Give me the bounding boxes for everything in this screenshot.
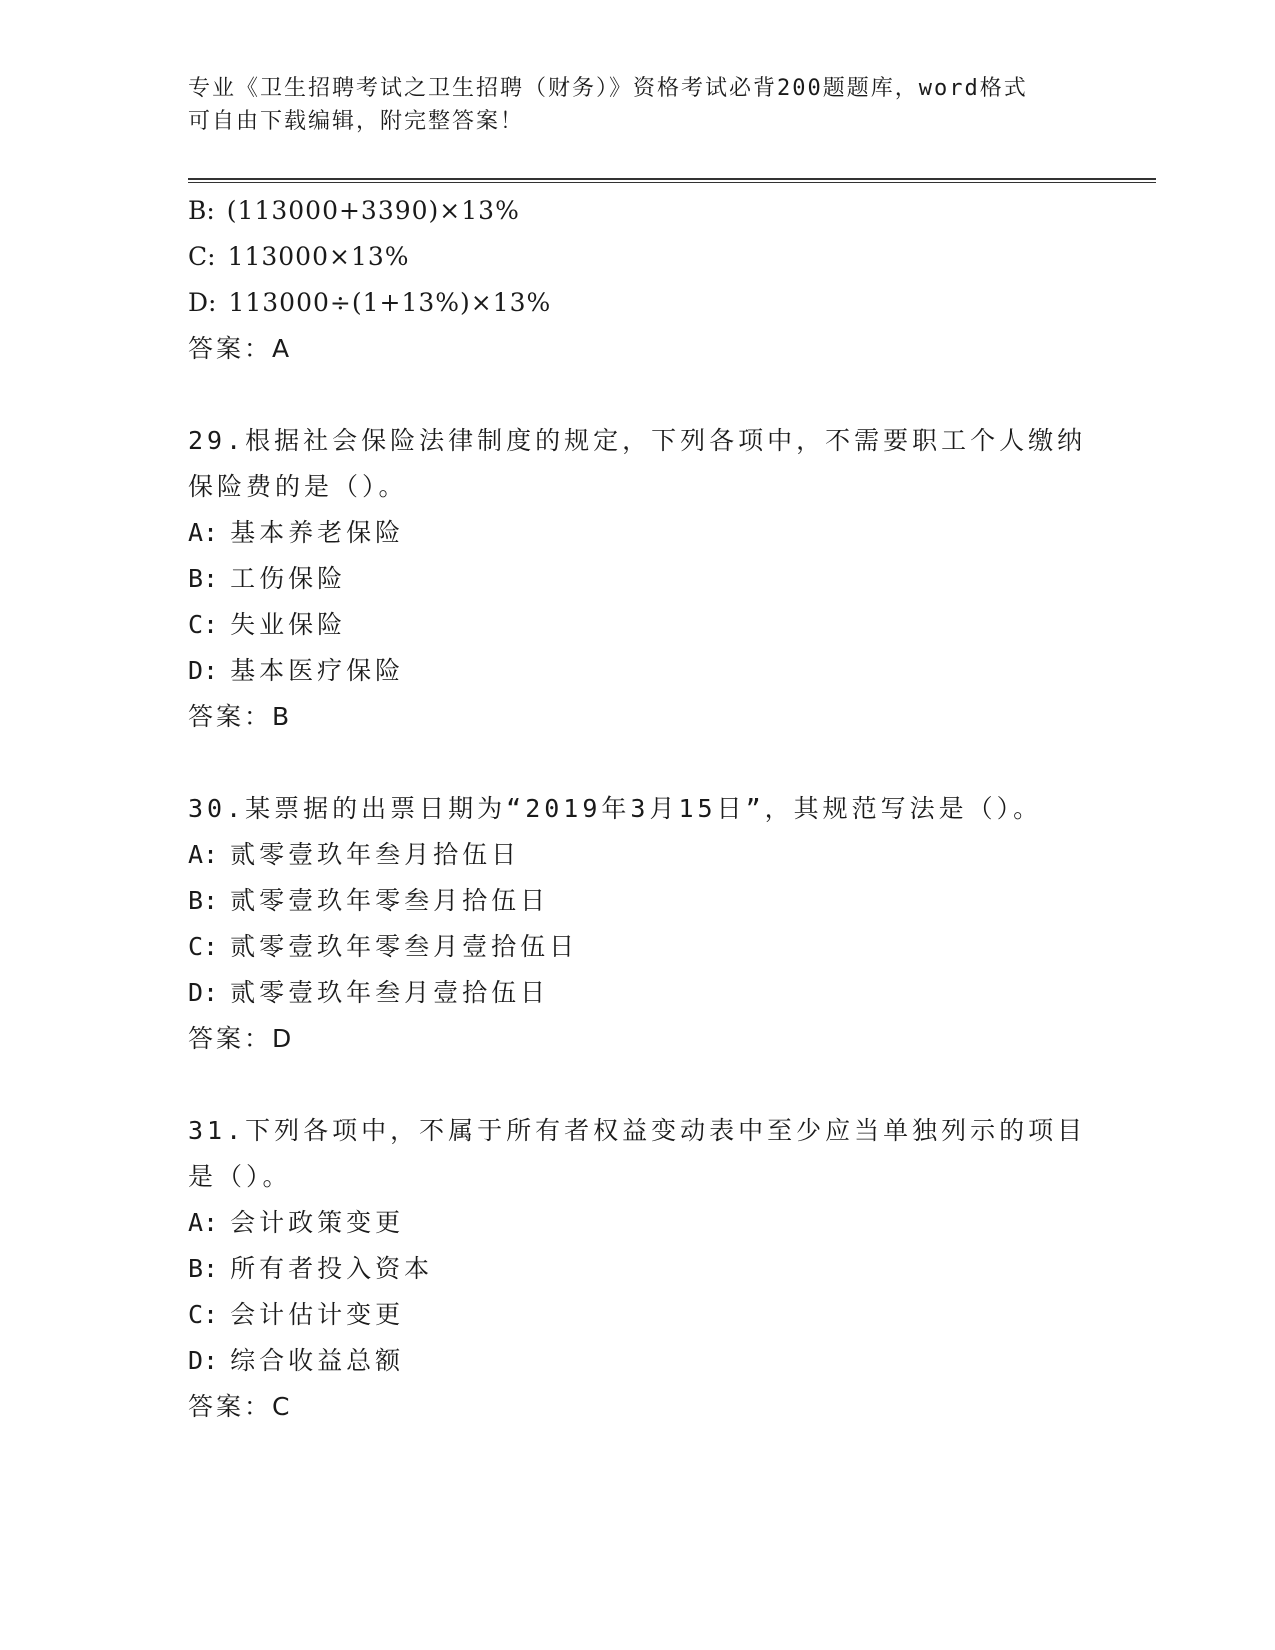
option-a: A: 基本养老保险	[188, 518, 405, 547]
question-stem: 30.某票据的出票日期为“2019年3月15日”，其规范写法是（）。	[188, 794, 1043, 823]
option-a: A: 会计政策变更	[188, 1208, 405, 1237]
header-line-1: 专业《卫生招聘考试之卫生招聘（财务）》资格考试必背200题题库，word格式	[188, 76, 1028, 101]
question-28-continued	[188, 188, 1088, 372]
option-c: C: 失业保险	[188, 610, 347, 639]
document-header	[188, 72, 1068, 138]
option-b: B: 贰零壹玖年零叁月拾伍日	[188, 886, 550, 915]
header-divider	[188, 178, 1156, 183]
option-c: C: 贰零壹玖年零叁月壹拾伍日	[188, 932, 579, 961]
answer: 答案：D	[188, 1024, 295, 1053]
spacer	[188, 1062, 1088, 1108]
header-line-2: 可自由下载编辑，附完整答案！	[188, 109, 525, 134]
option-d: D: 基本医疗保险	[188, 656, 405, 685]
option-d: D: 综合收益总额	[188, 1346, 405, 1375]
option-d: D: 113000÷(1+13%)×13%	[188, 288, 552, 317]
option-b: B: 所有者投入资本	[188, 1254, 434, 1283]
option-b: B: (113000+3390)×13%	[188, 196, 520, 225]
question-stem: 31.下列各项中，不属于所有者权益变动表中至少应当单独列示的项目 是（）。	[188, 1116, 1087, 1191]
question-list	[188, 188, 1088, 1430]
question-stem: 29.根据社会保险法律制度的规定，下列各项中，不需要职工个人缴纳 保险费的是（）。	[188, 426, 1087, 501]
answer: 答案：C	[188, 1392, 293, 1421]
option-c: C: 113000×13%	[188, 242, 410, 271]
option-d: D: 贰零壹玖年叁月壹拾伍日	[188, 978, 550, 1007]
option-b: B: 工伤保险	[188, 564, 347, 593]
option-c: C: 会计估计变更	[188, 1300, 405, 1329]
answer: 答案：A	[188, 334, 293, 363]
question-30	[188, 786, 1088, 1062]
question-31	[188, 1108, 1088, 1430]
spacer	[188, 740, 1088, 786]
question-29	[188, 418, 1088, 740]
option-a: A: 贰零壹玖年叁月拾伍日	[188, 840, 521, 869]
spacer	[188, 372, 1088, 418]
answer: 答案：B	[188, 702, 293, 731]
